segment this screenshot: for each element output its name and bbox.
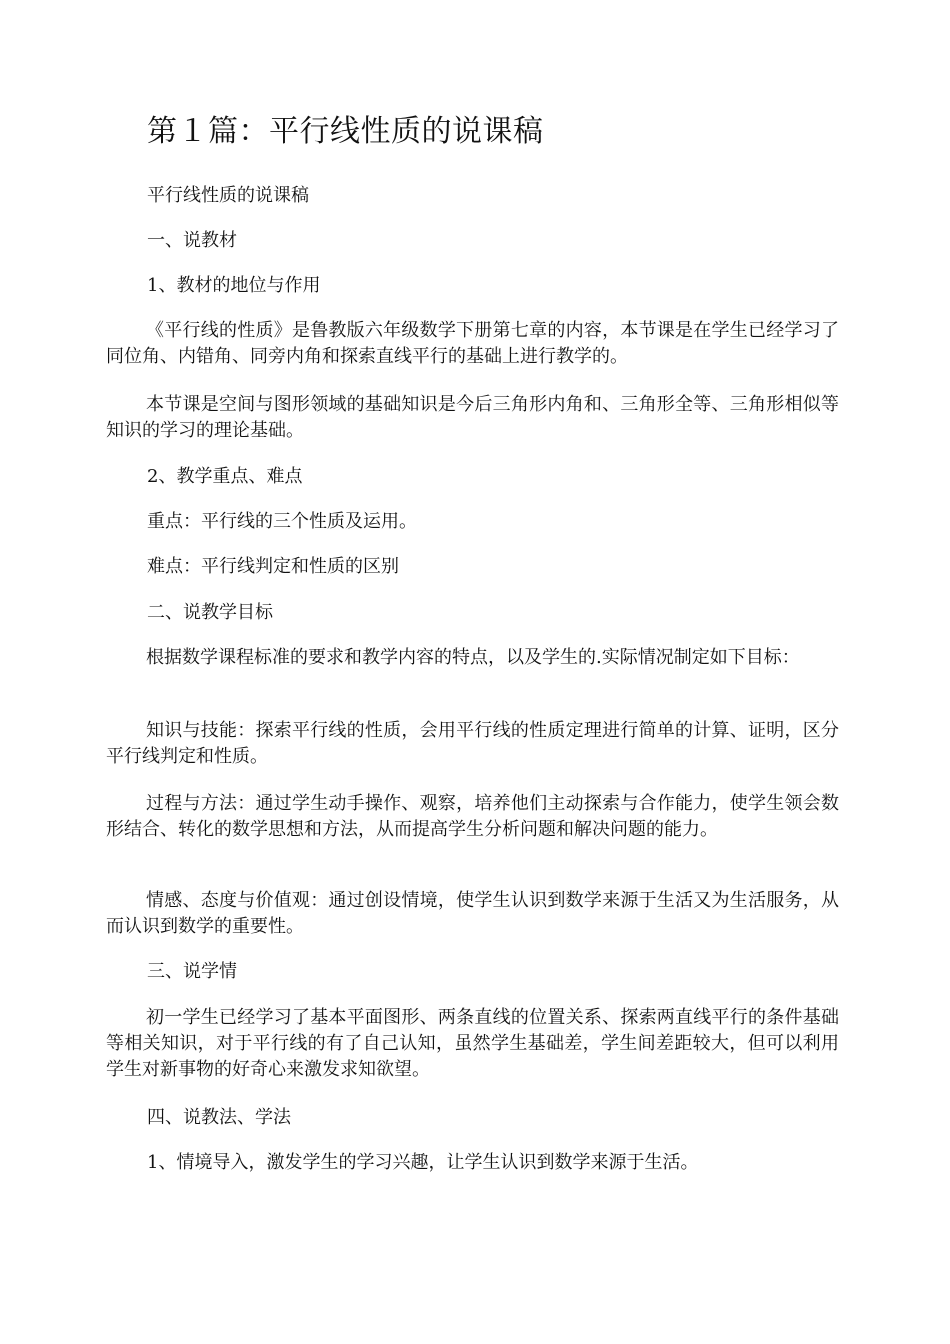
difficulty-line: 难点：平行线判定和性质的区别 bbox=[147, 556, 399, 577]
paragraph: 《平行线的性质》是鲁教版六年级数学下册第七章的内容，本节课是在学生已经学习了同位角、内错角、同旁内角和探索直线平行的基础上进行教学的。 bbox=[106, 320, 839, 367]
section-heading-4: 四、说教法、学法 bbox=[147, 1107, 291, 1128]
section-heading-3: 三、说学情 bbox=[147, 961, 237, 982]
list-item: 1、情境导入，激发学生的学习兴趣，让学生认识到数学来源于生活。 bbox=[147, 1152, 699, 1173]
subsection-heading: 2、教学重点、难点 bbox=[147, 466, 303, 487]
paragraph: 知识与技能：探索平行线的性质，会用平行线的性质定理进行简单的计算、证明，区分平行线判定和性质。 bbox=[106, 720, 839, 767]
subsection-heading: 1、教材的地位与作用 bbox=[147, 275, 321, 296]
paragraph: 情感、态度与价值观：通过创设情境，使学生认识到数学来源于生活又为生活服务，从而认识到数学的重要性。 bbox=[106, 890, 839, 937]
paragraph: 本节课是空间与图形领域的基础知识是今后三角形内角和、三角形全等、三角形相似等知识的学习的理论基础。 bbox=[106, 394, 839, 441]
paragraph: 初一学生已经学习了基本平面图形、两条直线的位置关系、探索两直线平行的条件基础等相关知识，对于平行线的有了自己认知，虽然学生基础差，学生间差距较大，但可以利用学生对新事物的好奇心来激发求知欲望。 bbox=[106, 1007, 839, 1080]
paragraph: 过程与方法：通过学生动手操作、观察，培养他们主动探索与合作能力，使学生领会数形结合、转化的数学思想和方法，从而提高学生分析问题和解决问题的能力。 bbox=[106, 793, 839, 840]
key-point-line: 重点：平行线的三个性质及运用。 bbox=[147, 511, 417, 532]
paragraph: 根据数学课程标准的要求和教学内容的特点，以及学生的.实际情况制定如下目标： bbox=[146, 647, 800, 668]
section-heading-2: 二、说教学目标 bbox=[147, 602, 273, 623]
section-heading-1: 一、说教材 bbox=[147, 230, 237, 251]
document-title: 第１篇：平行线性质的说课稿 bbox=[147, 114, 544, 149]
subtitle-line: 平行线性质的说课稿 bbox=[147, 185, 309, 206]
